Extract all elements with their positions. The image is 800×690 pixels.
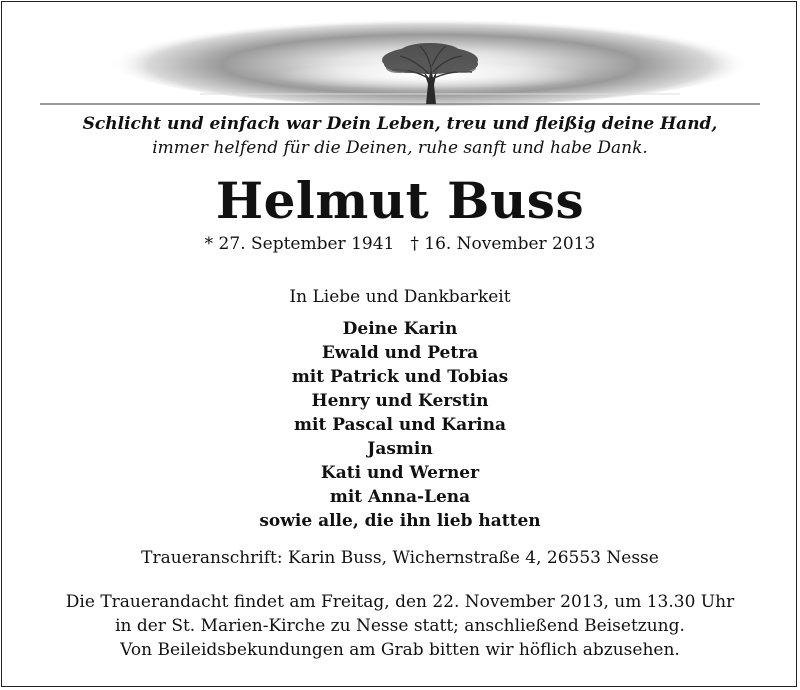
mourner-item: Jasmin — [367, 439, 433, 459]
verse-line-2: immer helfend für die Deinen, ruhe sanft und habe Dank. — [152, 138, 648, 158]
service-line-3: Von Beileidsbekundungen am Grab bitten wir höflich abzusehen. — [120, 640, 680, 660]
mourner-item: mit Anna-Lena — [329, 487, 471, 507]
service-line-1: Die Trauerandacht findet am Freitag, den 22. November 2013, um 13.30 Uhr — [65, 592, 735, 612]
mourner-item: Kati und Werner — [320, 463, 480, 483]
mourner-item: Ewald und Petra — [321, 343, 479, 363]
death-date: † 16. November 2013 — [410, 234, 596, 254]
verse-line-1: Schlicht und einfach war Dein Leben, treu und fleißig deine Hand, — [82, 114, 718, 134]
mourning-address: Traueranschrift: Karin Buss, Wichernstraße 4, 26553 Nesse — [141, 548, 659, 568]
life-dates — [0, 232, 800, 256]
birth-date: * 27. September 1941 — [204, 234, 395, 254]
dedication-line: In Liebe und Dankbarkeit — [289, 287, 511, 307]
tree-landscape-icon — [0, 6, 800, 116]
service-line-2: in der St. Marien-Kirche zu Nesse statt; anschließend Beisetzung. — [115, 616, 685, 636]
deceased-name: Helmut Buss — [215, 171, 585, 230]
mourner-item: mit Pascal und Karina — [294, 415, 506, 435]
mourner-item: mit Patrick und Tobias — [291, 367, 509, 387]
mourners-list — [0, 317, 800, 533]
mourner-item: Henry und Kerstin — [311, 391, 489, 411]
service-info — [0, 590, 800, 662]
mourner-item: Deine Karin — [342, 319, 458, 339]
mourner-item: sowie alle, die ihn lieb hatten — [259, 511, 541, 531]
